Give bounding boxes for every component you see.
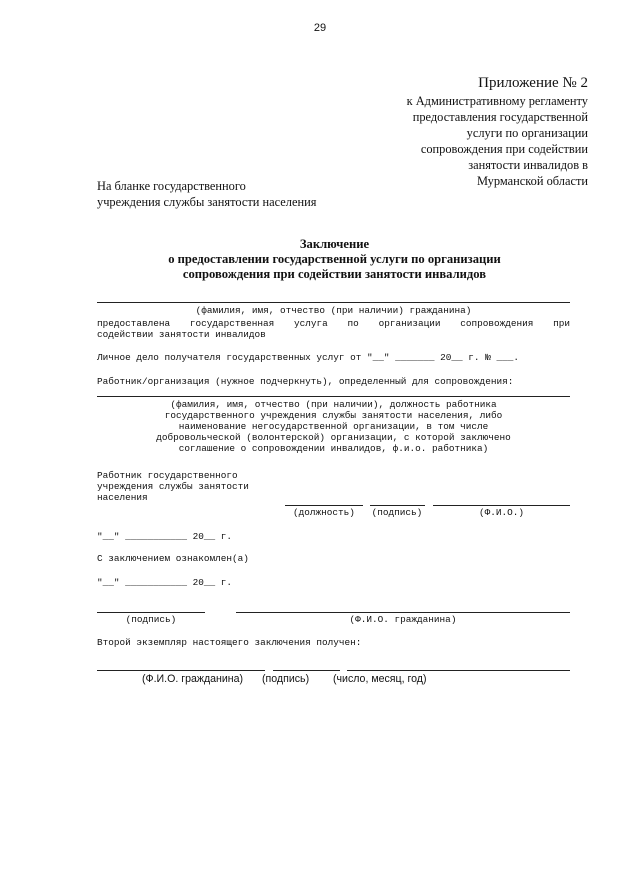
citizen-signature-line[interactable] [97,612,205,613]
employee-label [97,470,249,503]
appendix-line: сопровождения при содействии [420,142,588,156]
letterhead-line: учреждения службы занятости населения [97,195,317,209]
caption-line: добровольческой (волонтерской) организации, с которой заключено [156,432,511,443]
caption-line: государственного учреждения службы занятости населения, либо [164,410,503,421]
employee-label-line: населения [97,492,148,503]
worker-line[interactable] [97,396,570,397]
title-line: о предоставлении государственной услуги по организации [168,252,501,266]
appendix-line: занятости инвалидов в [468,158,588,172]
receipt-date-line[interactable] [347,670,570,671]
receipt-signature-line[interactable] [273,670,340,671]
appendix-line: Мурманской области [476,174,588,188]
page-number: 29 [313,22,327,34]
appendix-title: Приложение № 2 [478,75,588,91]
worker-org-label: Работник/организация (нужное подчеркнуть), определенный для сопровождения: [97,376,514,387]
receipt-signature-label: (подпись) [262,673,310,685]
employee-label-line: учреждения службы занятости [97,481,249,492]
appendix-line: к Административному регламенту [406,94,588,108]
caption-line: наименование негосударственной организации, в том числе [178,421,489,432]
receipt-fio-line[interactable] [97,670,265,671]
citizen-signature-label: (подпись) [125,614,177,625]
date-line: "__" ___________ 20__ г. [97,531,233,542]
receipt-date-label: (число, месяц, год) [333,673,427,685]
position-line[interactable] [285,505,363,506]
title-line: Заключение [299,237,370,251]
signature-line[interactable] [370,505,425,506]
caption-line: (фамилия, имя, отчество (при наличии), должность работника [170,399,497,410]
caption-line: соглашение о сопровождении инвалидов, ф.и.о. работника) [178,443,489,454]
provided-text: предоставлена государственная услуга по организации сопровождения при [97,318,570,329]
letterhead-note [97,178,316,210]
personal-file-line: Личное дело получателя государственных услуг от "__" _______ 20__ г. № ___. [97,352,519,363]
second-copy-label: Второй экземпляр настоящего заключения получен: [97,637,362,648]
title-line: сопровождения при содействии занятости инвалидов [182,267,487,281]
document-title [97,237,572,282]
fio-line[interactable] [433,505,570,506]
citizen-name-line[interactable] [97,302,570,303]
fio-label: (Ф.И.О.) [478,507,524,518]
employee-label-line: Работник государственного [97,470,238,481]
appendix-line: услуги по организации [466,126,588,140]
appendix-line: предоставления государственной [412,110,588,124]
signature-label: (подпись) [371,507,423,518]
receipt-fio-label: (Ф.И.О. гражданина) [142,673,244,685]
acquainted-label: С заключением ознакомлен(а) [97,553,249,564]
citizen-fio-label: (Ф.И.О. гражданина) [349,614,457,625]
letterhead-line: На бланке государственного [97,179,246,193]
worker-caption [97,399,570,454]
date-line: "__" ___________ 20__ г. [97,577,233,588]
citizen-caption: (фамилия, имя, отчество (при наличии) гражданина) [195,305,472,316]
citizen-fio-line[interactable] [236,612,570,613]
position-label: (должность) [293,507,355,518]
appendix-header [370,74,588,189]
provided-text: содействии занятости инвалидов [97,329,266,340]
